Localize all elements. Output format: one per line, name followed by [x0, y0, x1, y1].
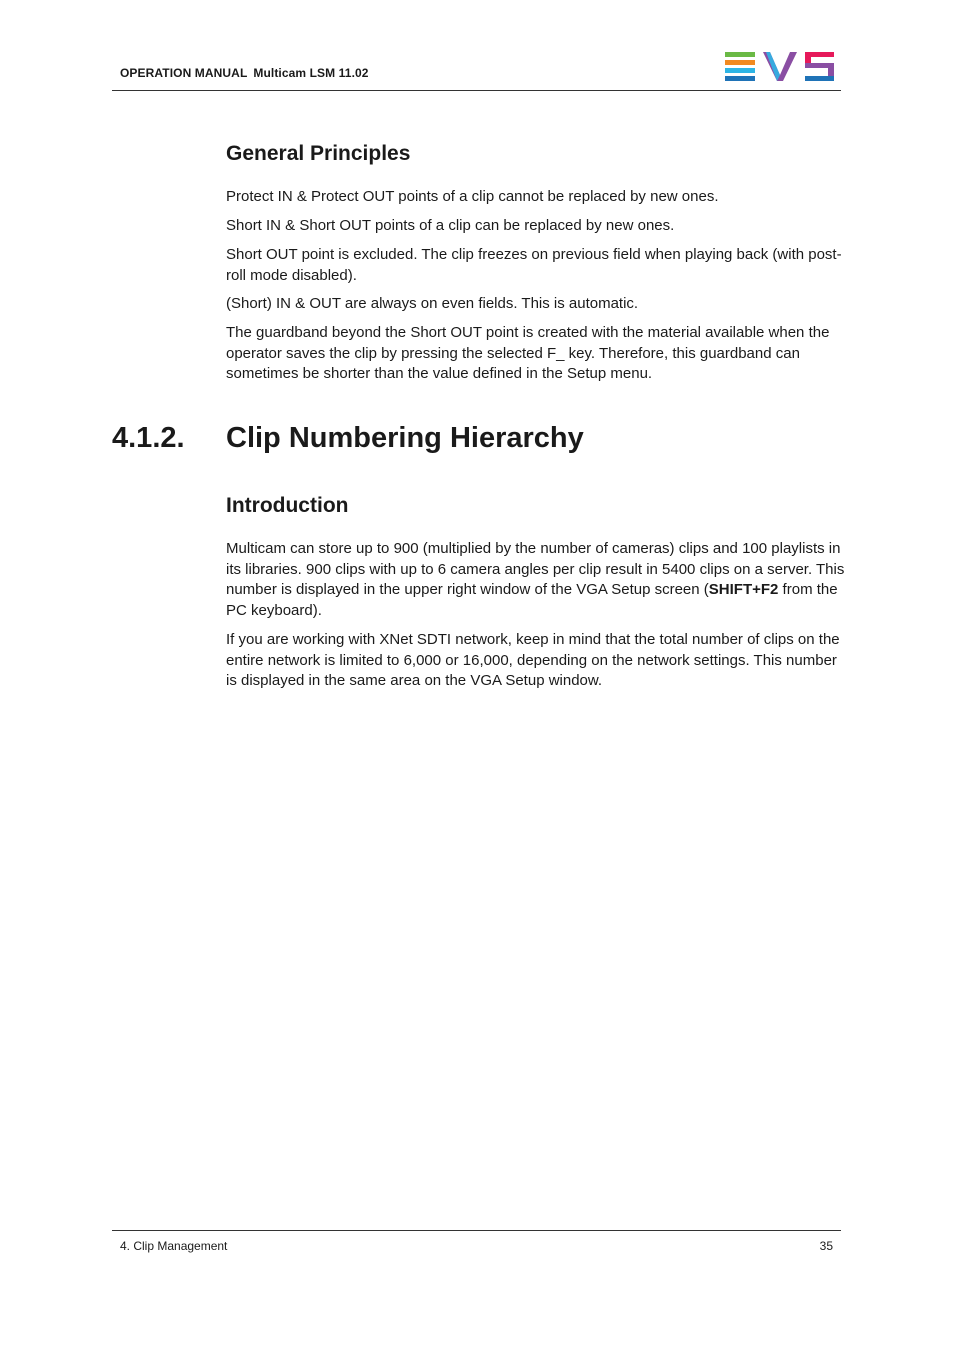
intro-text: from the PC keyboard). [226, 581, 838, 619]
intro-paragraph-2: If you are working with XNet SDTI network, keep in mind that the total number of clips on the entire network is limited to 6,000 or 16,000, depending on the network settings. This number is displayed in the same area on the VGA Setup window. [226, 631, 840, 689]
general-paragraph: Short OUT point is excluded. The clip freezes on previous field when playing back (with post-roll mode disabled). [226, 246, 842, 284]
general-principles-heading: General Principles [226, 142, 411, 165]
section-title [112, 422, 584, 455]
page-footer [112, 1230, 841, 1253]
general-paragraph: Short IN & Short OUT points of a clip can be replaced by new ones. [226, 217, 675, 234]
intro-paragraph-1 [226, 539, 846, 621]
shortcut-text: SHIFT+F2 [708, 581, 779, 598]
page-number: 35 [819, 1239, 833, 1253]
evs-logo [725, 51, 835, 81]
product-label: Multicam LSM 11.02 [253, 66, 369, 80]
page-header [112, 48, 841, 91]
general-paragraph: The guardband beyond the Short OUT point is created with the material available when the operator saves the clip by pressing the selected F_ key. Therefore, this guardband can sometimes be shorter than the value defined in the Setup menu. [226, 324, 830, 382]
general-paragraph: Protect IN & Protect OUT points of a clip cannot be replaced by new ones. [226, 188, 719, 205]
section-number: 4.1.2. [112, 422, 185, 454]
manual-label: OPERATION MANUAL [120, 66, 248, 80]
introduction-heading: Introduction [226, 494, 349, 517]
intro-text: Multicam can store up to 900 (multiplied by the number of cameras) clips and 100 playlists in its libraries. 900 clips with up to 6 camera angles per clip result in 5400 clips on a server. This number is displayed in the upper right window of the VGA Setup screen ( [226, 540, 845, 598]
header-title [120, 66, 369, 80]
chapter-label: 4. Clip Management [120, 1239, 228, 1253]
section-heading: Clip Numbering Hierarchy [226, 422, 584, 454]
general-paragraph: (Short) IN & OUT are always on even fields. This is automatic. [226, 295, 639, 312]
